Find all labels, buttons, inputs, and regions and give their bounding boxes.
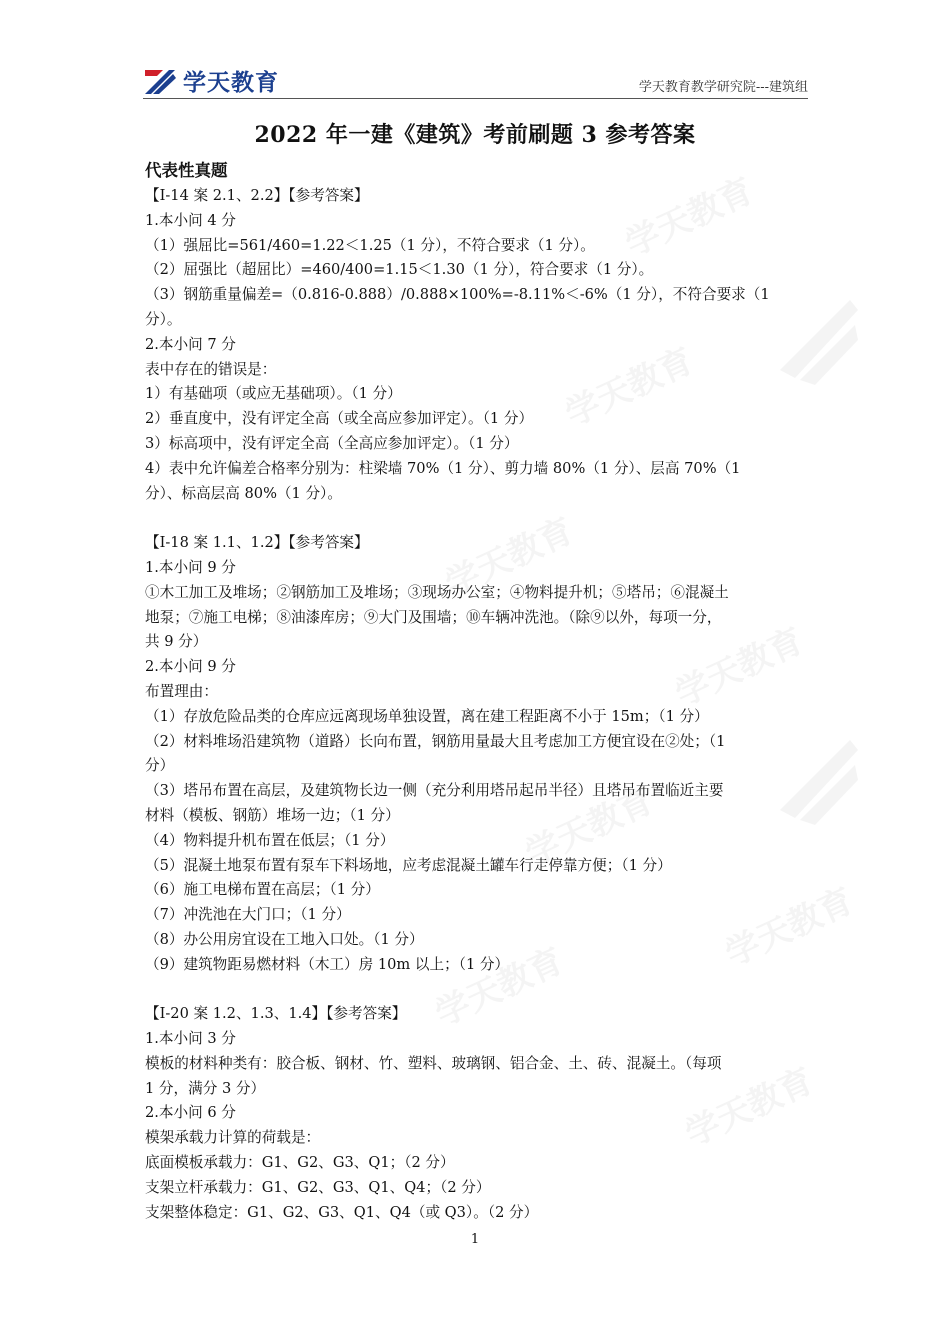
- text-line: 支架立杆承载力：G1、G2、G3、Q1、Q4；（2 分）: [145, 1178, 491, 1196]
- text-line: 2.本小问 6 分: [145, 1104, 236, 1122]
- text-line: （3）钢筋重量偏差=（0.816-0.888）/0.888×100%=-8.11%＜-6%（1 分），不符合要求（1: [145, 286, 770, 304]
- text-line: （2）材料堆场沿建筑物（道路）长向布置，钢筋用量最大且考虑加工方便宜设在②处；（1: [145, 732, 726, 750]
- text-line: 2.本小问 9 分: [145, 658, 236, 676]
- text-line: 模架承载力计算的荷载是：: [145, 1129, 321, 1147]
- text-line: （8）办公用房宜设在工地入口处。（1 分）: [145, 930, 424, 948]
- text-line: 共 9 分）: [145, 633, 208, 651]
- text-line: 1.本小问 9 分: [145, 558, 236, 576]
- spacer: [145, 978, 810, 1003]
- watermark: 学天教育: [619, 170, 760, 265]
- text-line: 1 分，满分 3 分）: [145, 1079, 266, 1097]
- text-line: 材料（模板、钢筋）堆场一边；（1 分）: [145, 806, 400, 824]
- answer-content: [145, 158, 810, 1225]
- text-line: 模板的材料种类有：胶合板、钢材、竹、塑料、玻璃钢、铝合金、土、砖、混凝土。（每项: [145, 1054, 722, 1072]
- text-line: 4）表中允许偏差合格率分别为：柱梁墙 70%（1 分）、剪力墙 80%（1 分）、层高 70%（1: [145, 459, 741, 477]
- text-line: （2）屈强比（超屈比）=460/400=1.15＜1.30（1 分），符合要求（1 分）。: [145, 261, 654, 279]
- spacer: [145, 506, 810, 531]
- text-line: 2.本小问 7 分: [145, 335, 236, 353]
- text-line: 2）垂直度中，没有评定全高（或全高应参加评定）。（1 分）: [145, 410, 534, 428]
- text-line: （4）物料提升机布置在低层；（1 分）: [145, 831, 395, 849]
- text-line: 底面模板承载力：G1、G2、G3、Q1；（2 分）: [145, 1154, 455, 1172]
- logo-mark-icon: [143, 66, 177, 96]
- text-line: （1）强屈比=561/460=1.22＜1.25（1 分），不符合要求（1 分）。: [145, 236, 595, 254]
- text-line: 1）有基础项（或应无基础项）。（1 分）: [145, 385, 402, 403]
- header-divider: [143, 98, 808, 99]
- watermark: 学天教育: [719, 880, 860, 975]
- answer-block-i14: [145, 184, 810, 506]
- text-line: （9）建筑物距易燃材料（木工）房 10m 以上；（1 分）: [145, 955, 510, 973]
- text-line: 分）、标高层高 80%（1 分）。: [145, 484, 342, 502]
- watermark: 学天教育: [559, 340, 700, 435]
- text-line: 【I-20 案 1.2、1.3、1.4】【参考答案】: [145, 1005, 407, 1023]
- text-line: 表中存在的错误是：: [145, 360, 277, 378]
- text-line: （7）冲洗池在大门口；（1 分）: [145, 906, 351, 924]
- watermark: 学天教育: [669, 620, 810, 715]
- text-line: 【I-14 案 2.1、2.2】【参考答案】: [145, 187, 369, 204]
- header-org-text: 学天教育教学研究院---建筑组: [638, 80, 808, 95]
- text-line: 1.本小问 3 分: [145, 1030, 236, 1048]
- answer-block-i18: [145, 531, 810, 977]
- text-line: 地泵；⑦施工电梯；⑧油漆库房；⑨大门及围墙；⑩车辆冲洗池。（除⑨以外，每项一分，: [145, 608, 722, 626]
- text-line: 3）标高项中，没有评定全高（全高应参加评定）。（1 分）: [145, 434, 519, 452]
- logo-text: 学天教育: [183, 70, 279, 96]
- page-header: [143, 62, 808, 98]
- text-line: （1）存放危险品类的仓库应远离现场单独设置，离在建工程距离不小于 15m；（1 分）: [145, 707, 709, 725]
- page-number: 1: [470, 1232, 480, 1247]
- brand-logo: [143, 64, 279, 97]
- text-line: （5）混凝土地泵布置有泵车下料场地，应考虑混凝土罐车行走停靠方便；（1 分）: [145, 856, 672, 874]
- watermark: 学天教育: [679, 1060, 820, 1155]
- watermark: 学天教育: [439, 510, 580, 605]
- text-line: 支架整体稳定：G1、G2、G3、Q1、Q4（或 Q3）。（2 分）: [145, 1203, 539, 1221]
- text-line: 1.本小问 4 分: [145, 211, 236, 229]
- answer-block-i20: [145, 1002, 810, 1225]
- text-line: 布置理由：: [145, 682, 218, 700]
- page-title: 2022 年一建《建筑》考前刷题 3 参考答案: [254, 122, 696, 148]
- text-line: ①木工加工及堆场；②钢筋加工及堆场；③现场办公室；④物料提升机；⑤塔吊；⑥混凝土: [145, 583, 729, 601]
- text-line: 分）。: [145, 310, 182, 328]
- watermark: 学天教育: [429, 940, 570, 1035]
- text-line: 【I-18 案 1.1、1.2】【参考答案】: [145, 534, 369, 552]
- section-title: 代表性真题: [145, 161, 228, 180]
- text-line: 分）: [145, 757, 175, 775]
- text-line: （3）塔吊布置在高层，及建筑物长边一侧（充分利用塔吊起吊半径）且塔吊布置临近主要: [145, 782, 724, 800]
- watermark: 学天教育: [519, 780, 660, 875]
- text-line: （6）施工电梯布置在高层；（1 分）: [145, 881, 380, 899]
